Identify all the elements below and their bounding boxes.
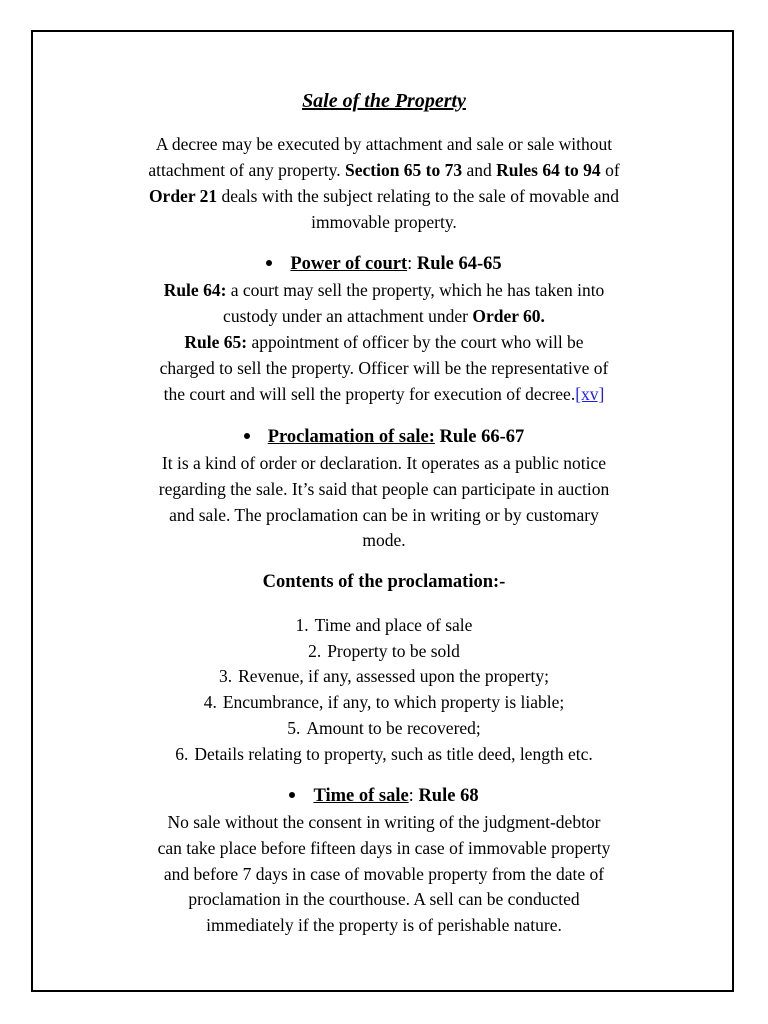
intro-order-ref: Order 21 <box>148 186 218 206</box>
intro-section-ref: Section 65 to 73 <box>344 160 463 180</box>
item-number: 1. <box>295 615 309 635</box>
order-60-ref: Order 60. <box>472 306 545 326</box>
rule-64-label: Rule 64: <box>163 280 227 300</box>
heading-separator: : <box>408 786 419 806</box>
time-of-sale-heading <box>0 783 768 809</box>
contents-item <box>0 741 768 767</box>
time-of-sale-line-5: immediately if the property is of perishable nature. <box>206 915 562 935</box>
time-of-sale-line-2: can take place before fifteen days in case of immovable property <box>157 838 611 858</box>
intro-text: deals with the subject relating to the sale of movable and <box>217 186 620 206</box>
rule-65-line-3 <box>0 381 768 407</box>
page-title: Sale of the Property <box>302 90 466 112</box>
rule-65-text: appointment of officer by the court who will be <box>247 332 584 352</box>
contents-item <box>0 689 768 715</box>
item-text: Encumbrance, if any, to which property is liable; <box>222 692 565 712</box>
contents-item <box>0 715 768 741</box>
rule-65-text: the court and will sell the property for execution of decree. <box>163 384 576 404</box>
proclamation-heading <box>0 424 768 450</box>
item-text: Revenue, if any, assessed upon the property; <box>238 666 549 686</box>
item-text: Amount to be recovered; <box>306 718 481 738</box>
proclamation-line-3: and sale. The proclamation can be in writing or by customary <box>169 505 599 525</box>
heading-label: Power of court <box>290 254 408 274</box>
rule-65-line-2: charged to sell the property. Officer will be the representative of <box>159 358 609 378</box>
intro-line-3 <box>0 183 768 209</box>
heading-rule: Rule 68 <box>418 786 479 806</box>
heading-separator: : <box>407 254 417 274</box>
footnote-link[interactable]: [xv] <box>575 384 605 404</box>
intro-text: and <box>462 160 497 180</box>
rule-64-text: custody under an attachment under <box>223 306 473 326</box>
heading-rule: Rule 66-67 <box>434 427 525 447</box>
item-text: Details relating to property, such as title deed, length etc. <box>194 744 593 764</box>
bullet-icon <box>244 433 250 439</box>
time-of-sale-line-3: and before 7 days in case of movable property from the date of <box>163 864 605 884</box>
bullet-icon <box>266 260 272 266</box>
contents-item <box>0 663 768 689</box>
intro-line-4: immovable property. <box>311 212 457 232</box>
contents-heading: Contents of the proclamation:- <box>262 572 506 592</box>
item-number: 3. <box>219 666 233 686</box>
rule-64-line-1 <box>0 277 768 303</box>
heading-label: Time of sale <box>313 786 409 806</box>
item-text: Time and place of sale <box>314 615 473 635</box>
power-of-court-heading <box>0 251 768 277</box>
intro-line-1: A decree may be executed by attachment and sale or sale without <box>155 134 613 154</box>
time-of-sale-line-4: proclamation in the courthouse. A sell can be conducted <box>188 889 580 909</box>
heading-rule: Rule 64-65 <box>416 254 502 274</box>
intro-rules-ref: Rules 64 to 94 <box>496 160 601 180</box>
item-number: 4. <box>203 692 217 712</box>
proclamation-line-4: mode. <box>362 530 406 550</box>
proclamation-line-1: It is a kind of order or declaration. It operates as a public notice <box>161 453 607 473</box>
rule-65-line-1 <box>0 329 768 355</box>
rule-65-label: Rule 65: <box>184 332 248 352</box>
item-number: 2. <box>308 641 322 661</box>
item-text: Property to be sold <box>327 641 460 661</box>
intro-line-2 <box>0 157 768 183</box>
intro-text: attachment of any property. <box>148 160 345 180</box>
item-number: 5. <box>287 718 301 738</box>
rule-64-line-2 <box>0 303 768 329</box>
proclamation-line-2: regarding the sale. It’s said that people can participate in auction <box>158 479 610 499</box>
bullet-icon <box>289 792 295 798</box>
time-of-sale-line-1: No sale without the consent in writing of the judgment-debtor <box>167 812 601 832</box>
rule-64-text: a court may sell the property, which he has taken into <box>226 280 605 300</box>
intro-text: of <box>600 160 620 180</box>
item-number: 6. <box>175 744 189 764</box>
heading-label: Proclamation of sale: <box>267 427 435 447</box>
contents-item <box>0 612 768 638</box>
contents-item <box>0 638 768 664</box>
